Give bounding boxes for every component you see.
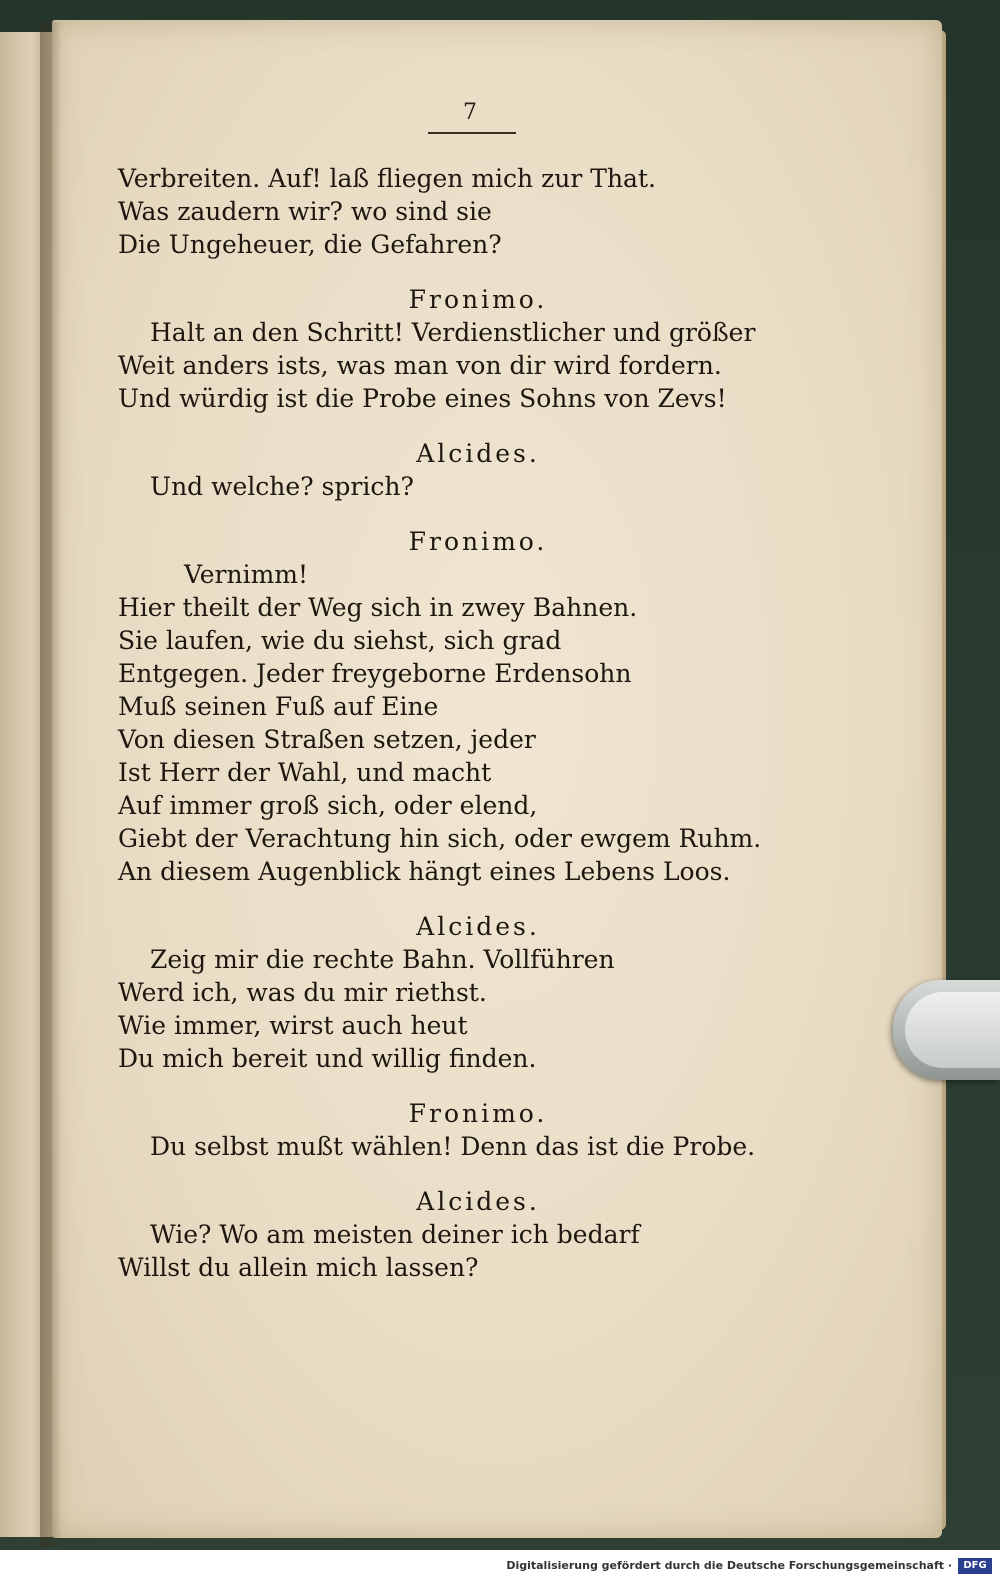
- footer-credit: Digitalisierung gefördert durch die Deutsche Forschungsgemeinschaft ·: [506, 1559, 952, 1572]
- verse-line: Verbreiten. Auf! laß fliegen mich zur That.: [118, 164, 656, 193]
- verse-line: Du mich bereit und willig finden.: [118, 1044, 537, 1073]
- verse-line: Vernimm!: [184, 560, 309, 589]
- verse-line: Und welche? sprich?: [150, 472, 414, 501]
- page-number: 7: [463, 100, 477, 125]
- verse-line: Was zaudern wir? wo sind sie: [118, 197, 492, 226]
- verse-line: Du selbst mußt wählen! Denn das ist die Probe.: [150, 1132, 756, 1161]
- verse-line: Sie laufen, wie du siehst, sich grad: [118, 626, 562, 655]
- verse-line: Wie? Wo am meisten deiner ich bedarf: [150, 1220, 640, 1249]
- verse-line: Weit anders ists, was man von dir wird fordern.: [118, 351, 722, 380]
- verse-line: Ist Herr der Wahl, und macht: [118, 758, 492, 787]
- verse-line: An diesem Augenblick hängt eines Lebens Loos.: [118, 857, 731, 886]
- verse-line: Wie immer, wirst auch heut: [118, 1011, 468, 1040]
- verse-line: Halt an den Schritt! Verdienstlicher und größer: [150, 318, 756, 347]
- verse-line: Von diesen Straßen setzen, jeder: [118, 725, 536, 754]
- verse-line: Zeig mir die rechte Bahn. Vollführen: [150, 945, 615, 974]
- verse-line: Und würdig ist die Probe eines Sohns von Zevs!: [118, 384, 727, 413]
- verse-line: Die Ungeheuer, die Gefahren?: [118, 230, 502, 259]
- spine-shadow: [40, 22, 62, 1547]
- page-clip-highlight: [905, 992, 1000, 1068]
- speaker-name: Alcides.: [416, 912, 540, 941]
- speaker-name: Fronimo.: [408, 527, 548, 556]
- verse-line: Werd ich, was du mir riethst.: [118, 978, 487, 1007]
- stanza-gap: [118, 261, 838, 283]
- stanza-gap: [118, 1163, 838, 1185]
- stanza-gap: [118, 1075, 838, 1097]
- verse-line: Hier theilt der Weg sich in zwey Bahnen.: [118, 593, 638, 622]
- digitization-footer: [0, 1550, 1000, 1585]
- page-text: [118, 162, 838, 1284]
- speaker-name: Alcides.: [416, 1187, 540, 1216]
- stanza-gap: [118, 888, 838, 910]
- verse-line: Muß seinen Fuß auf Eine: [118, 692, 439, 721]
- dfg-logo: DFG: [958, 1558, 992, 1574]
- speaker-name: Fronimo.: [408, 285, 548, 314]
- verse-line: Entgegen. Jeder freygeborne Erdensohn: [118, 659, 632, 688]
- stanza-gap: [118, 415, 838, 437]
- speaker-name: Fronimo.: [408, 1099, 548, 1128]
- speaker-name: Alcides.: [416, 439, 540, 468]
- page-number-rule: [428, 132, 516, 134]
- stanza-gap: [118, 503, 838, 525]
- verse-line: Willst du allein mich lassen?: [118, 1253, 479, 1282]
- verse-line: Giebt der Verachtung hin sich, oder ewgem Ruhm.: [118, 824, 762, 853]
- verse-line: Auf immer groß sich, oder elend,: [118, 791, 538, 820]
